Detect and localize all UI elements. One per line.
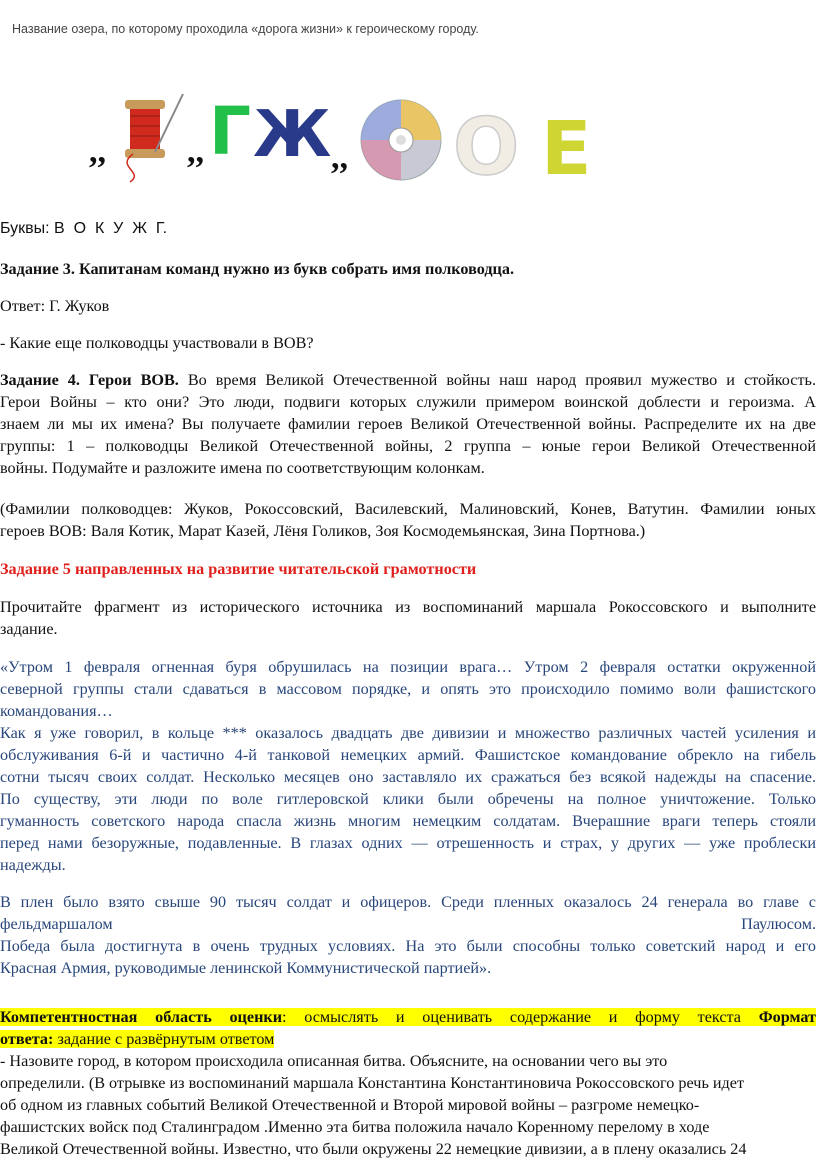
quote-line: сотни тысяч своих солдат. Несколько месяцев оно заставляло их сражаться без всякой надежды на спасение. xyxy=(0,768,816,786)
task4-line3: знаем ли мы их имена? Вы получаете фамилии героев Великой Отечественной войны. Распределите их на две xyxy=(0,415,816,433)
task4-line1: Задание 4. Герои ВОВ. Во время Великой Отечественной войны наш народ проявил мужество и стойкость. xyxy=(0,371,816,389)
quote-line: надежды. xyxy=(0,856,66,874)
quote-line: северной группы стали сдаваться в массовом порядке, и опять это происходило помимо воли фашистского xyxy=(0,680,816,698)
rebus-letter-g: Г xyxy=(209,93,252,170)
task3-title: Задание 3. Капитанам команд нужно из букв собрать имя полководца. xyxy=(0,260,515,278)
task4-names-1: (Фамилии полководцев: Жуков, Рокоссовский, Василевский, Малиновский, Конев, Ватутин. Фамилии юных xyxy=(0,500,816,518)
task4-names-2: героев ВОВ: Валя Котик, Марат Казей, Лёня Голиков, Зоя Космодемьянская, Зина Портнова.) xyxy=(0,522,646,540)
quote-line: гуманность советского народа спасла жизнь многим немецким солдатам. Вчерашние враги теперь стояли xyxy=(0,812,816,830)
task4-line5: войны. Подумайте и разложите имена по соответствующим колонкам. xyxy=(0,459,485,477)
quote-line: обслуживания 6-й и частично 4-й танковой немецких армий. Фашистское командование обрекло на гибель xyxy=(0,746,816,764)
rebus-comma-3: ,, xyxy=(331,139,348,176)
quote-line: фельдмаршалом Паулюсом. xyxy=(0,915,816,933)
rebus-picture xyxy=(85,82,615,192)
letters-values: В О К У Ж Г. xyxy=(54,220,168,237)
rebus-comma-1: ,, xyxy=(89,133,106,170)
question-line: - Назовите город, в котором происходила описанная битва. Объясните, на основании чего вы это xyxy=(0,1052,668,1070)
cd-disc-icon xyxy=(361,100,441,180)
quote-line: перед нами безоружные, подавленные. В глазах одних — отрешенность и страх, у других — уже проблески xyxy=(0,834,816,852)
rebus-letter-e: Е xyxy=(541,106,592,192)
quote-line: Победа была достигнута в очень трудных условиях. На это были способны только советский народ и его xyxy=(0,937,816,955)
spool-of-thread-icon xyxy=(125,94,183,182)
assessment-line-1: Компетентностная область оценки: осмыслять и оценивать содержание и форму текста Формат xyxy=(0,1008,816,1026)
assessment-line-2: ответа: задание с развёрнутым ответом xyxy=(0,1030,275,1048)
task5-intro-1: Прочитайте фрагмент из исторического источника из воспоминаний маршала Рокоссовского и выполните xyxy=(0,598,816,616)
quote-line: По существу, эти люди по воле гитлеровской клики были обречены на полное уничтожение. Только xyxy=(0,790,816,808)
task3-question: - Какие еще полководцы участвовали в ВОВ? xyxy=(0,334,314,352)
rebus-comma-2: ,, xyxy=(187,133,204,170)
assessment-area-label: Компетентностная область оценки xyxy=(0,1008,283,1026)
quote-line: Как я уже говорил, в кольце *** оказалось двадцать две дивизии и множество различных частей усиления и xyxy=(0,724,816,742)
task4-line4: группы: 1 – полководцы Великой Отечественной войны, 2 группа – юные герои Великой Отечественной xyxy=(0,437,816,455)
question-line: Великой Отечественной войны. Известно, что были окружены 22 немецкие дивизии, а в плену оказались 24 xyxy=(0,1140,747,1158)
question-line: определили. (В отрывке из воспоминаний маршала Константина Константиновича Рокоссовского речь идет xyxy=(0,1074,745,1092)
question-line: фашистских войск под Сталинградом .Именно эта битва положила начало Коренному перелому в ходе xyxy=(0,1118,710,1136)
rebus-letter-zh: Ж xyxy=(253,98,332,172)
task4-title: Задание 4. Герои ВОВ. xyxy=(0,371,179,389)
question-line: об одном из главных событий Великой Отечественной и Второй мировой войны – разгроме немецко- xyxy=(0,1096,700,1114)
rebus-letter-o: О xyxy=(453,103,520,192)
quote-line: командования… xyxy=(0,702,113,720)
task3-answer: Ответ: Г. Жуков xyxy=(0,297,110,315)
quote-line: В плен было взято свыше 90 тысяч солдат и офицеров. Среди пленных оказалось 24 генерала во главе с xyxy=(0,893,816,911)
riddle-caption: Название озера, по которому проходила «дорога жизни» к героическому городу. xyxy=(12,22,479,36)
letters-label: Буквы: xyxy=(0,220,50,237)
letters-line xyxy=(0,218,816,240)
task5-title: Задание 5 направленных на развитие читательской грамотности xyxy=(0,560,477,578)
task4-line2: Герои Войны – кто они? Это люди, подвиги которых служили примером воинской доблести и героизма. А xyxy=(0,393,816,411)
assessment-format-label: Формат xyxy=(758,1008,816,1026)
quote-line: «Утром 1 февраля огненная буря обрушилась на позиции врага… Утром 2 февраля остатки окруженной xyxy=(0,658,816,676)
task5-intro-2: задание. xyxy=(0,620,58,638)
quote-line: Красная Армия, руководимые ленинской Коммунистической партией». xyxy=(0,959,492,977)
